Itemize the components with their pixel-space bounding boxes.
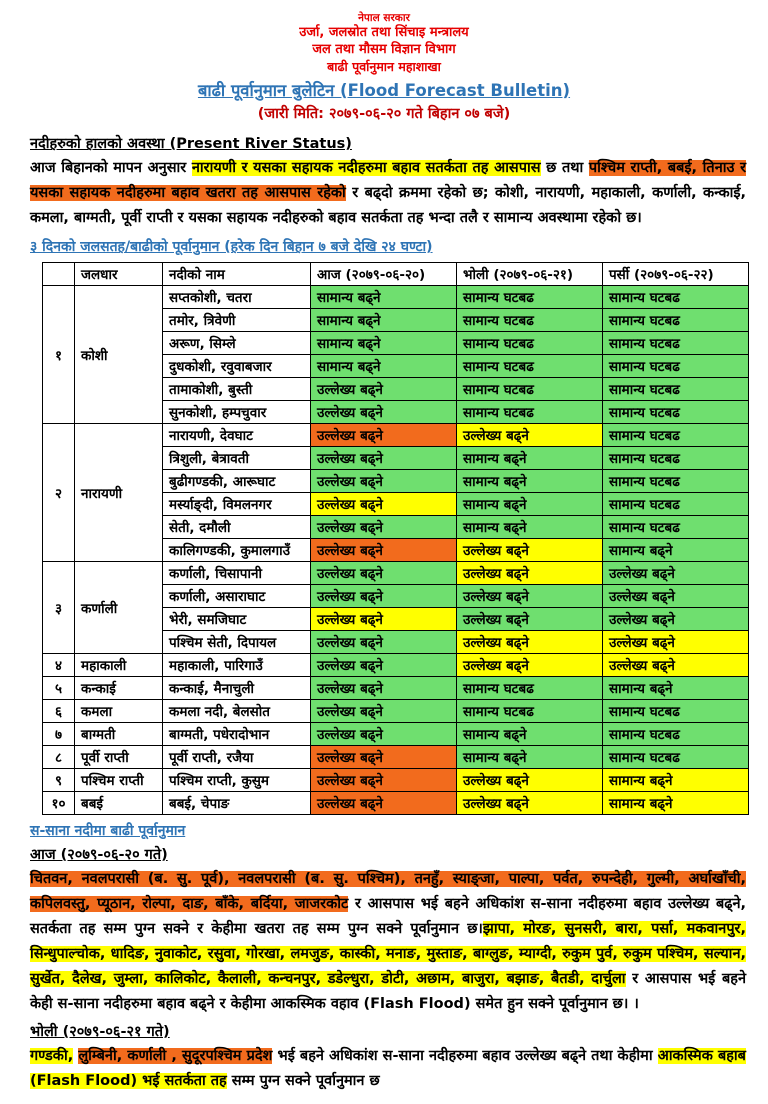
highlighted-text: पश्चिम राप्ती, बबई, तिनाउ र यसका सहायक नदीहरुमा बहाव खतरा तह आसपास रहेको — [30, 160, 746, 202]
forecast-cell: सामान्य बढ्ने — [311, 355, 457, 378]
forecast-cell: उल्लेख्य बढ्ने — [603, 654, 749, 677]
forecast-cell: सामान्य घटबढ — [457, 332, 603, 355]
forecast-cell: सामान्य घटबढ — [457, 378, 603, 401]
river-station: पश्चिम राप्ती, कुसुम — [163, 769, 311, 792]
basin-name: कन्काई — [75, 677, 163, 700]
basin-name: बाग्मती — [75, 723, 163, 746]
col-header-index — [43, 263, 75, 286]
forecast-cell: उल्लेख्य बढ्ने — [457, 562, 603, 585]
river-station: कालिगण्डकी, कुमालगाउँ — [163, 539, 311, 562]
river-station: सुनकोशी, हम्पचुवार — [163, 401, 311, 424]
today-heading: आज (२०७९-०६-२० गते) — [30, 847, 168, 864]
basin-number: ८ — [43, 746, 75, 769]
plain-text: आज बिहानको मापन अनुसार — [30, 160, 192, 177]
river-station: पश्चिम सेती, दिपायल — [163, 631, 311, 654]
basin-name: कोशी — [75, 286, 163, 424]
basin-number: ४ — [43, 654, 75, 677]
river-station: त्रिशुली, बेत्रावती — [163, 447, 311, 470]
forecast-cell: सामान्य घटबढ — [457, 677, 603, 700]
highlighted-text: चितवन, नवलपरासी (ब. सु. पूर्व), नवलपरासी (ब. सु. पश्चिम), तनहुँ, स्याङ्जा, पाल्पा, पर्वत, रुपन्देही, गुल्मी, अर्घाखाँची, कपिलवस्तु, प्यूठान, रोल्पा, दाङ, बाँके, बर्दिया, जाजरकोट — [30, 871, 746, 913]
col-header-tomorrow: भोली (२०७९-०६-२१) — [457, 263, 603, 286]
basin-number: ३ — [43, 562, 75, 654]
forecast-cell: सामान्य बढ्ने — [457, 746, 603, 769]
forecast-cell: सामान्य घटबढ — [603, 378, 749, 401]
forecast-cell: सामान्य बढ्ने — [457, 723, 603, 746]
table-row — [43, 654, 749, 677]
basin-name: पूर्वी राप्ती — [75, 746, 163, 769]
forecast-cell: सामान्य घटबढ — [457, 309, 603, 332]
basin-number: ६ — [43, 700, 75, 723]
forecast-cell: सामान्य घटबढ — [457, 355, 603, 378]
highlighted-text: लुम्बिनी, कर्णाली , सुदूरपश्चिम प्रदेश — [78, 1048, 273, 1065]
forecast-cell: सामान्य बढ्ने — [603, 677, 749, 700]
col-header-basin: जलधार — [75, 263, 163, 286]
bulletin-title: बाढी पूर्वानुमान बुलेटिन (Flood Forecast Bulletin) — [197, 80, 571, 100]
highlighted-text: नारायणी र यसका सहायक नदीहरुमा बहाव सतर्कता तह आसपास — [191, 160, 541, 177]
forecast-cell: सामान्य घटबढ — [603, 447, 749, 470]
forecast-cell: उल्लेख्य बढ्ने — [457, 792, 603, 815]
forecast-cell: उल्लेख्य बढ्ने — [311, 723, 457, 746]
basin-number: २ — [43, 424, 75, 562]
letterhead — [0, 12, 768, 123]
forecast-cell: उल्लेख्य बढ्ने — [311, 792, 457, 815]
forecast-cell: उल्लेख्य बढ्ने — [311, 447, 457, 470]
content — [0, 133, 768, 256]
basin-name: नारायणी — [75, 424, 163, 562]
river-station: दुधकोशी, रवुवाबजार — [163, 355, 311, 378]
forecast-cell: सामान्य घटबढ — [603, 493, 749, 516]
col-header-today: आज (२०७९-०६-२०) — [311, 263, 457, 286]
plain-text: र आसपास भई बहने केही स-साना नदीहरुमा बहाव बढ्ने र केहीमा आकस्मिक वहाव (Flash Flood) समेत हुन सक्ने पूर्वानुमान छ। । — [30, 971, 746, 1013]
forecast-cell: उल्लेख्य बढ्ने — [457, 769, 603, 792]
basin-name: पश्चिम राप्ती — [75, 769, 163, 792]
forecast-cell: उल्लेख्य बढ्ने — [457, 608, 603, 631]
forecast-cell: उल्लेख्य बढ्ने — [311, 654, 457, 677]
forecast-cell: सामान्य बढ्ने — [457, 493, 603, 516]
plain-text: छ तथा — [540, 160, 589, 177]
table-row — [43, 424, 749, 447]
forecast-cell: उल्लेख्य बढ्ने — [311, 677, 457, 700]
forecast-cell: सामान्य घटबढ — [603, 470, 749, 493]
river-station: बबई, चेपाङ — [163, 792, 311, 815]
status-paragraph — [30, 156, 746, 231]
river-station: बाग्मती, पधेरादोभान — [163, 723, 311, 746]
forecast-cell: उल्लेख्य बढ्ने — [311, 608, 457, 631]
forecast-table-body — [43, 286, 749, 815]
river-station: कर्णाली, चिसापानी — [163, 562, 311, 585]
forecast-cell: उल्लेख्य बढ्ने — [457, 654, 603, 677]
forecast-cell: उल्लेख्य बढ्ने — [311, 539, 457, 562]
forecast-cell: सामान्य बढ्ने — [311, 286, 457, 309]
forecast-cell: सामान्य घटबढ — [603, 746, 749, 769]
forecast-cell: सामान्य घटबढ — [457, 700, 603, 723]
river-station: अरूण, सिम्ले — [163, 332, 311, 355]
forecast-cell: सामान्य बढ्ने — [457, 470, 603, 493]
forecast-cell: उल्लेख्य बढ्ने — [603, 631, 749, 654]
table-row — [43, 769, 749, 792]
plain-text: सम्म पुग्न सक्ने पूर्वानुमान छ — [226, 1073, 380, 1090]
forecast-cell: उल्लेख्य बढ्ने — [457, 424, 603, 447]
basin-number: १० — [43, 792, 75, 815]
forecast-cell: उल्लेख्य बढ्ने — [311, 424, 457, 447]
today-paragraph — [30, 867, 746, 1017]
small-rivers-heading: स-साना नदीमा बाढी पूर्वानुमान — [30, 823, 186, 840]
river-station: महाकाली, पारिगाउँ — [163, 654, 311, 677]
forecast-cell: उल्लेख्य बढ्ने — [311, 746, 457, 769]
highlighted-text: गण्डकी, — [30, 1048, 74, 1065]
forecast-cell: सामान्य घटबढ — [603, 516, 749, 539]
forecast-cell: सामान्य घटबढ — [603, 700, 749, 723]
issue-date: (जारी मिति: २०७९-०६-२० गते बिहान ०७ बजे) — [257, 105, 511, 122]
river-station: पूर्वी राप्ती, रजैया — [163, 746, 311, 769]
forecast-table-wrap — [0, 262, 768, 815]
forecast-cell: सामान्य बढ्ने — [603, 539, 749, 562]
forecast-cell: उल्लेख्य बढ्ने — [311, 631, 457, 654]
forecast-cell: सामान्य बढ्ने — [457, 516, 603, 539]
ministry-name: उर्जा, जलस्रोत तथा सिंचाइ मन्त्रालय — [299, 25, 469, 41]
table-row — [43, 562, 749, 585]
table-header-row — [43, 263, 749, 286]
forecast-cell: उल्लेख्य बढ्ने — [311, 562, 457, 585]
forecast-cell: सामान्य घटबढ — [603, 332, 749, 355]
river-station: बुढीगण्डकी, आरूघाट — [163, 470, 311, 493]
plain-text: र आसपास भई बहने अधिकांश स-साना नदीहरुमा बहाव उल्लेख्य बढ्ने, सतर्कता तह सम्म पुग्न सक्ने र केहीमा खतरा तह सम्म पुग्न सक्ने पूर्वानुमान छ। — [30, 896, 746, 938]
col-header-dayafter: पर्सी (२०७९-०६-२२) — [603, 263, 749, 286]
tomorrow-paragraph — [30, 1044, 746, 1094]
forecast-cell: उल्लेख्य बढ्ने — [457, 539, 603, 562]
highlighted-text: आकस्मिक बहाब (Flash Flood) भई सतर्कता तह — [30, 1048, 746, 1090]
status-heading: नदीहरुको हालको अवस्था (Present River Status) — [30, 136, 352, 153]
plain-text: भई बहने अधिकांश स-साना नदीहरुमा बहाव उल्लेख्य बढ्ने तथा केहीमा — [272, 1048, 658, 1065]
forecast-heading: ३ दिनको जलसतह/बाढीको पूर्वानुमान (हरेक दिन बिहान ७ बजे देखि २४ घण्टा) — [30, 239, 433, 256]
river-station: नारायणी, देवघाट — [163, 424, 311, 447]
forecast-cell: उल्लेख्य बढ्ने — [311, 401, 457, 424]
table-row — [43, 700, 749, 723]
river-station: मर्स्याङ्दी, विमलनगर — [163, 493, 311, 516]
table-row — [43, 677, 749, 700]
river-station: कन्काई, मैनाचुली — [163, 677, 311, 700]
river-station: सेती, दमौली — [163, 516, 311, 539]
forecast-cell: उल्लेख्य बढ्ने — [457, 585, 603, 608]
river-station: भेरी, समजिघाट — [163, 608, 311, 631]
basin-name: महाकाली — [75, 654, 163, 677]
plain-text: र बढ्दो क्रममा रहेको छ; कोशी, नारायणी, महाकाली, कर्णाली, कन्काई, कमला, बाग्मती, पूर्वी राप्ती र यसका सहायक नदीहरुको बहाव सतर्कता तह भन्दा तलै र सामान्य अवस्थामा रहेको छ। — [30, 185, 746, 227]
forecast-cell: सामान्य घटबढ — [457, 286, 603, 309]
forecast-cell: सामान्य घटबढ — [603, 309, 749, 332]
forecast-cell: उल्लेख्य बढ्ने — [603, 585, 749, 608]
government-name: नेपाल सरकार — [358, 12, 410, 24]
forecast-cell: सामान्य घटबढ — [603, 355, 749, 378]
forecast-cell: सामान्य बढ्ने — [311, 332, 457, 355]
division-name: बाढी पूर्वानुमान महाशाखा — [327, 58, 441, 74]
table-row — [43, 723, 749, 746]
highlighted-text: झापा, मोरङ, सुनसरी, बारा, पर्सा, मकवानपुर, सिन्धुपाल्चोक, धादिङ, नुवाकोट, रसुवा, गोरखा, लमजुङ, कास्की, मनाङ, मुस्ताङ, बाग्लुङ, म्याग्दी, रुकुम पुर्व, रुकुम पश्चिम, सल्यान, सुर्खेत, दैलेख, जुम्ला, कालिकोट, कैलाली, कन्चनपुर, डडेल्धुरा, डोटी, अछाम, बाजुरा, बझाङ, बैतडी, दार्चुला — [30, 921, 746, 988]
forecast-cell: सामान्य घटबढ — [603, 401, 749, 424]
forecast-cell: सामान्य घटबढ — [603, 723, 749, 746]
small-rivers-section — [0, 821, 768, 1094]
forecast-cell: सामान्य घटबढ — [457, 401, 603, 424]
forecast-cell: उल्लेख्य बढ्ने — [311, 378, 457, 401]
table-row — [43, 746, 749, 769]
basin-name: कमला — [75, 700, 163, 723]
forecast-cell: सामान्य बढ्ने — [603, 792, 749, 815]
department-name: जल तथा मौसम विज्ञान विभाग — [312, 42, 456, 58]
river-station: तमोर, त्रिवेणी — [163, 309, 311, 332]
basin-name: बबई — [75, 792, 163, 815]
forecast-cell: उल्लेख्य बढ्ने — [311, 470, 457, 493]
forecast-cell: उल्लेख्य बढ्ने — [603, 608, 749, 631]
col-header-river: नदीको नाम — [163, 263, 311, 286]
basin-name: कर्णाली — [75, 562, 163, 654]
forecast-cell: उल्लेख्य बढ्ने — [457, 631, 603, 654]
forecast-cell: उल्लेख्य बढ्ने — [311, 769, 457, 792]
table-row — [43, 792, 749, 815]
forecast-cell: सामान्य बढ्ने — [311, 309, 457, 332]
table-row — [43, 286, 749, 309]
basin-number: १ — [43, 286, 75, 424]
river-station: तामाकोशी, बुस्ती — [163, 378, 311, 401]
forecast-cell: सामान्य बढ्ने — [457, 447, 603, 470]
forecast-cell: उल्लेख्य बढ्ने — [311, 585, 457, 608]
basin-number: ५ — [43, 677, 75, 700]
forecast-cell: सामान्य घटबढ — [603, 424, 749, 447]
forecast-cell: उल्लेख्य बढ्ने — [311, 516, 457, 539]
forecast-cell: उल्लेख्य बढ्ने — [603, 562, 749, 585]
river-station: कर्णाली, असाराघाट — [163, 585, 311, 608]
forecast-cell: उल्लेख्य बढ्ने — [311, 493, 457, 516]
river-station: सप्तकोशी, चतरा — [163, 286, 311, 309]
tomorrow-heading: भोली (२०७९-०६-२१ गते) — [30, 1024, 170, 1041]
forecast-cell: सामान्य बढ्ने — [603, 769, 749, 792]
forecast-cell: उल्लेख्य बढ्ने — [311, 700, 457, 723]
river-station: कमला नदी, बेलसोत — [163, 700, 311, 723]
forecast-table — [42, 262, 749, 815]
basin-number: ७ — [43, 723, 75, 746]
basin-number: ९ — [43, 769, 75, 792]
forecast-cell: सामान्य घटबढ — [603, 286, 749, 309]
